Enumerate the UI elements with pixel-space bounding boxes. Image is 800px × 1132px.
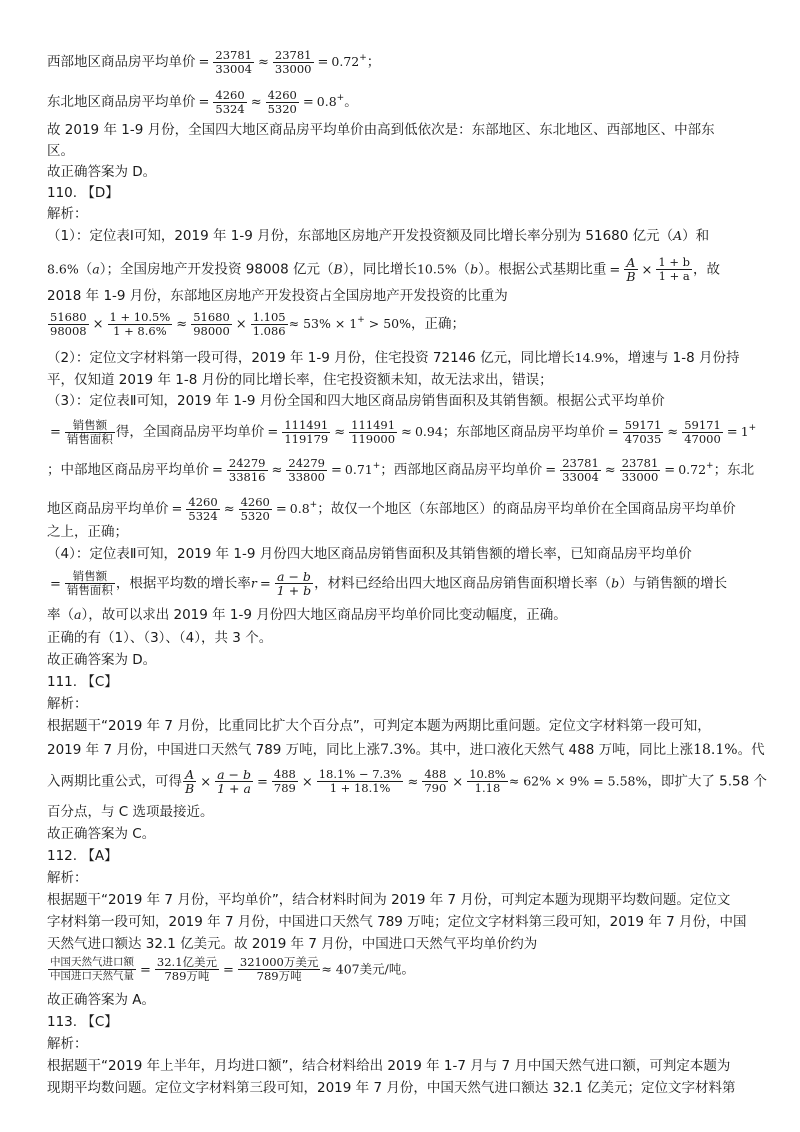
superscript: + xyxy=(336,93,345,103)
math-operator: = xyxy=(212,463,223,478)
fraction xyxy=(227,457,268,484)
superscript: + xyxy=(309,500,318,510)
math-operator: = xyxy=(609,262,621,278)
math-operator: = xyxy=(275,502,287,517)
denominator: 1 + a xyxy=(658,269,690,283)
text-run: （ xyxy=(456,261,471,278)
math-operator: = xyxy=(607,425,619,440)
denominator: 33004 xyxy=(215,61,252,76)
fraction xyxy=(238,956,320,983)
paragraph-line: 百分点，与 C 选项最接近。 xyxy=(47,804,214,820)
math-symbol: 0.8 xyxy=(289,501,310,516)
fraction xyxy=(620,457,661,484)
math-operator: ≈ xyxy=(271,463,283,478)
numerator: 59171 xyxy=(684,417,721,432)
equation-line xyxy=(47,767,768,796)
fraction xyxy=(623,419,664,446)
math-symbol: 1 xyxy=(740,424,749,439)
fraction xyxy=(213,89,246,116)
fraction xyxy=(186,496,219,523)
denominator: 1 + 18.1% xyxy=(329,781,391,795)
fraction xyxy=(183,768,196,795)
fraction xyxy=(273,49,314,76)
numerator: 18.1% − 7.3% xyxy=(318,767,402,781)
fraction xyxy=(266,89,299,116)
denominator: 47035 xyxy=(624,431,662,446)
paragraph-line xyxy=(47,348,760,368)
northeast-region-price-line xyxy=(47,88,760,116)
superscript: + xyxy=(359,53,367,63)
denominator: 789 xyxy=(273,781,296,795)
numerator: 23781 xyxy=(215,47,252,62)
denominator: 119000 xyxy=(351,431,396,446)
text-run: 。其中，进口液化天然气 488 万吨，同比上涨 xyxy=(415,742,694,758)
math-operator: = xyxy=(198,95,210,110)
math-operator: × xyxy=(452,774,464,790)
text-run: ）；全国房地产开发投资 98008 亿元（ xyxy=(99,261,334,278)
paragraph-line xyxy=(47,605,760,625)
text-run: ，正确； xyxy=(411,316,466,332)
denominator: 1.18 xyxy=(474,781,501,795)
answer-line: 故正确答案为 D。 xyxy=(47,164,157,180)
superscript: + xyxy=(748,423,757,433)
paragraph-line: 根据题干“2019 年上半年，月均进口额”，结合材料给出 2019 年 1-7 月与 7 月中国天然气进口额，可判定本题为 xyxy=(47,1058,731,1074)
text-run: 入两期比重公式，可得 xyxy=(47,773,182,790)
text-run: 地区商品房平均单价 xyxy=(47,501,169,517)
text: 西部地区商品房平均单价 xyxy=(47,54,196,70)
math-operator: = xyxy=(171,502,183,517)
paragraph-line: 区。 xyxy=(47,143,74,159)
numerator: a − b xyxy=(275,570,313,584)
fraction xyxy=(65,419,115,446)
math-symbol: 0.71 xyxy=(344,462,373,477)
fraction xyxy=(155,956,219,983)
text-run: ；西部地区商品房平均单价 xyxy=(380,462,543,478)
math-operator: × xyxy=(301,774,313,790)
numerator: 4260 xyxy=(215,87,245,102)
text-run: ），故可以求出 2019 年 1-9 月份四大地区商品房平均单价同比变动幅度，正确。 xyxy=(81,607,567,623)
math-symbol: ≈ 62% × 9% = 5.58% xyxy=(508,773,648,789)
text-run: ；故仅一个地区（东部地区）的商品房平均单价在全国商品房平均单价 xyxy=(317,501,736,517)
math-operator: ≈ xyxy=(176,317,188,332)
math-symbol: b xyxy=(611,575,620,591)
text-run: ，增速与 1-8 月份持 xyxy=(614,350,740,366)
math-symbol: ≈ 407美元/吨 xyxy=(321,961,402,977)
math-operator: = xyxy=(545,463,557,478)
paragraph-line: 根据题干“2019 年 7 月份，比重同比扩大个百分点”，可判定本题为两期比重问题。定位文字材料第一段可知， xyxy=(47,718,711,734)
denominator: B xyxy=(626,269,636,284)
math-operator: × xyxy=(92,317,104,332)
denominator: 1.086 xyxy=(252,323,286,338)
paragraph-line: 根据题干“2019 年 7 月份，平均单价”，结合材料时间为 2019 年 7 月份，可判定本题为现期平均数问题。定位文 xyxy=(47,892,731,908)
denominator: 1 + a xyxy=(217,781,251,796)
denominator: 790 xyxy=(424,781,447,795)
math-operator: = xyxy=(50,425,61,440)
equation-line xyxy=(47,570,760,597)
numerator: 1 + b xyxy=(658,255,691,269)
math-symbol: b xyxy=(470,261,479,277)
denominator: 1 + b xyxy=(276,583,312,598)
math-operator: = xyxy=(317,55,329,70)
numerator: 1.105 xyxy=(252,309,286,324)
numerator: 23781 xyxy=(562,455,599,470)
equation-line xyxy=(47,456,760,484)
text-run: ）。根据公式基期比重 xyxy=(478,261,607,278)
fraction xyxy=(682,419,723,446)
fraction xyxy=(48,311,89,338)
math-operator: ≈ xyxy=(334,425,346,440)
numerator: 51680 xyxy=(193,309,230,324)
numerator: 中国天然气进口额 xyxy=(50,956,134,968)
answer-line: 故正确答案为 A。 xyxy=(47,992,156,1008)
fraction xyxy=(48,956,136,983)
math-symbol: 10.5% xyxy=(416,261,457,277)
text-run: （2）：定位文字材料第一段可得，2019 年 1-9 月份，住宅投资 72146 亿元，同比增长 xyxy=(47,350,575,366)
denominator: 789万吨 xyxy=(164,969,210,983)
fraction xyxy=(317,768,404,795)
equation-line xyxy=(47,495,760,523)
fraction xyxy=(213,49,254,76)
fraction xyxy=(422,768,448,795)
numerator: 488 xyxy=(424,767,447,781)
denominator: 5324 xyxy=(215,101,245,116)
numerator: 4260 xyxy=(188,494,218,509)
denominator: 33800 xyxy=(288,469,325,484)
text-run: 2019 年 7 月份，中国进口天然气 789 万吨，同比上涨 xyxy=(47,742,381,758)
numerator: 4260 xyxy=(240,494,270,509)
paragraph-line: （3）：定位表Ⅱ可知，2019 年 1-9 月份全国和四大地区商品房销售面积及其销售额。根据公式平均单价 xyxy=(47,393,665,409)
math-symbol: 0.72 xyxy=(678,462,707,477)
answer-line: 故正确答案为 C。 xyxy=(47,826,156,842)
analysis-label: 解析： xyxy=(47,1036,88,1052)
text-run: ，即扩大了 5.58 个 xyxy=(647,773,768,790)
math-operator: = xyxy=(664,463,676,478)
math-operator: = xyxy=(331,463,342,478)
denominator: 中国进口天然气量 xyxy=(50,970,134,982)
superscript: + xyxy=(357,315,365,325)
math-operator: = xyxy=(259,576,271,592)
denominator: 98008 xyxy=(50,323,87,338)
text-run: ；东北 xyxy=(713,462,755,478)
numerator: 488 xyxy=(273,767,296,781)
math-operator: ≈ xyxy=(667,425,679,440)
fraction xyxy=(191,311,232,338)
answer-line: 故正确答案为 D。 xyxy=(47,652,157,668)
paragraph-line: 字材料第一段可知，2019 年 7 月份，中国进口天然气 789 万吨；定位文字材料第三段可知，2019 年 7 月份，中国 xyxy=(47,914,747,930)
text-run: ，材料已经给出四大地区商品房销售面积增长率（ xyxy=(314,575,612,592)
fraction xyxy=(272,768,298,795)
numerator: 51680 xyxy=(50,309,87,324)
analysis-label: 解析： xyxy=(47,206,88,222)
math-symbol: ≈ 53% × 1 xyxy=(288,316,358,331)
numerator: 销售额 xyxy=(65,419,115,433)
paragraph-line: 现期平均数问题。定位文字材料第三段可知，2019 年 7 月份，中国天然气进口额达 32.1 亿美元；定位文字材料第 xyxy=(47,1080,736,1096)
numerator: 111491 xyxy=(351,417,396,432)
math-operator: ≈ xyxy=(401,425,412,440)
math-symbol: 7.3% xyxy=(380,742,416,758)
question-number: 113. 【C】 xyxy=(47,1014,118,1030)
fraction xyxy=(467,768,508,795)
numerator: 24279 xyxy=(228,455,266,470)
paragraph-line: 2018 年 1-9 月份，东部地区房地产开发投资占全国房地产开发投资的比重为 xyxy=(47,288,508,304)
text-run: 得，全国商品房平均单价 xyxy=(115,424,265,440)
denominator: 119179 xyxy=(284,431,329,446)
math-operator: × xyxy=(235,317,247,332)
math-symbol: 18.1% xyxy=(693,742,738,758)
numerator: 321000万美元 xyxy=(239,955,319,969)
west-region-price-line xyxy=(47,48,760,76)
math-operator: = xyxy=(726,425,738,440)
paragraph-line xyxy=(47,740,765,760)
fraction xyxy=(286,457,327,484)
paragraph-line: 正确的有（1）、（3）、（4），共 3 个。 xyxy=(47,630,273,646)
numerator: A xyxy=(624,256,637,270)
paragraph-line xyxy=(47,256,760,283)
math-operator: ≈ xyxy=(250,95,262,110)
math-operator: ≈ xyxy=(258,55,269,70)
denominator: 5324 xyxy=(188,508,218,523)
question-number: 111. 【C】 xyxy=(47,674,118,690)
numerator: 1 + 10.5% xyxy=(109,309,171,324)
denominator: 销售面积 xyxy=(66,583,113,597)
denominator: 33000 xyxy=(621,469,659,484)
paragraph-line: 天然气进口额达 32.1 亿美元。故 2019 年 7 月份，中国进口天然气平均单价约为 xyxy=(47,936,538,952)
numerator: A xyxy=(183,768,196,782)
numerator: 销售额 xyxy=(65,570,115,584)
equation-line xyxy=(47,956,760,983)
numerator: 24279 xyxy=(288,455,325,470)
text: 东北地区商品房平均单价 xyxy=(47,94,196,110)
fraction xyxy=(215,768,253,795)
numerator: 23781 xyxy=(274,47,312,62)
text-run: ；中部地区商品房平均单价 xyxy=(47,462,209,478)
numerator: 10.8% xyxy=(469,767,506,781)
paragraph-line: 之上，正确； xyxy=(47,524,128,540)
math-symbol: 0.94 xyxy=(414,424,443,439)
equation-line xyxy=(47,310,760,338)
question-number: 110. 【D】 xyxy=(47,185,119,201)
math-symbol: 14.9% xyxy=(574,350,615,365)
fraction xyxy=(239,496,272,523)
math-operator: ≈ xyxy=(407,774,419,790)
math-operator: = xyxy=(140,962,151,978)
math-symbol: a xyxy=(74,607,82,622)
denominator: 5320 xyxy=(267,101,297,116)
fraction xyxy=(282,419,330,446)
denominator: 33816 xyxy=(228,469,266,484)
text-run: 。 xyxy=(401,961,415,978)
math-operator: = xyxy=(50,576,61,592)
numerator: a − b xyxy=(217,767,251,782)
math-symbol: 0.72 xyxy=(331,54,360,69)
math-operator: ≈ xyxy=(604,463,616,478)
math-operator: × xyxy=(641,262,653,278)
math-operator: × xyxy=(200,774,212,790)
text-run: ； xyxy=(366,54,381,70)
fraction xyxy=(624,256,637,283)
numerator: 23781 xyxy=(621,455,659,470)
text-run: ），同比增长 xyxy=(342,261,417,278)
denominator: 33004 xyxy=(562,469,599,484)
denominator: B xyxy=(185,781,195,796)
denominator: 5320 xyxy=(240,508,270,523)
paragraph-line xyxy=(47,226,760,246)
fraction xyxy=(65,570,115,597)
numerator: 32.1亿美元 xyxy=(156,955,218,969)
text-run: 率（ xyxy=(47,607,74,623)
superscript: + xyxy=(706,461,714,471)
analysis-label: 解析： xyxy=(47,696,88,712)
math-symbol: > 50% xyxy=(364,316,412,331)
paragraph-line: 故 2019 年 1-9 月份，全国四大地区商品房平均单价由高到低依次是：东部地区、东北地区、西部地区、中部东 xyxy=(47,122,715,138)
paragraph-line: （4）：定位表Ⅱ可知，2019 年 1-9 月份四大地区商品房销售面积及其销售额的增长率，已知商品房平均单价 xyxy=(47,546,692,562)
math-operator: = xyxy=(198,55,210,70)
fraction xyxy=(560,457,601,484)
fraction xyxy=(275,570,313,597)
text-run: ；东部地区商品房平均单价 xyxy=(442,424,605,440)
fraction xyxy=(656,256,692,283)
text-run: ）和 xyxy=(682,228,710,244)
paragraph-line: 平，仅知道 2019 年 1-8 月份的同比增长率，住宅投资额未知，故无法求出，错误； xyxy=(47,372,553,388)
math-symbol: a xyxy=(92,261,100,277)
denominator: 销售面积 xyxy=(66,431,113,446)
math-symbol: 0.8 xyxy=(316,94,337,109)
text-run: ，根据平均数的增长率 xyxy=(115,575,251,592)
numerator: 59171 xyxy=(624,417,662,432)
superscript: + xyxy=(372,461,381,471)
math-symbol: r xyxy=(250,575,257,591)
math-symbol: B xyxy=(333,261,343,277)
fraction xyxy=(251,311,288,338)
analysis-label: 解析： xyxy=(47,870,88,886)
denominator: 33000 xyxy=(274,61,312,76)
math-operator: = xyxy=(302,95,314,110)
text-run: （1）：定位表Ⅰ可知，2019 年 1-9 月份，东部地区房地产开发投资额及同比增长率分别为 51680 亿元（ xyxy=(47,228,674,244)
equation-line xyxy=(47,418,760,446)
question-number: 112. 【A】 xyxy=(47,848,118,864)
math-operator: = xyxy=(223,962,234,978)
denominator: 789万吨 xyxy=(256,969,302,983)
math-symbol: 8.6% xyxy=(47,261,79,277)
math-operator: = xyxy=(267,425,279,440)
fraction xyxy=(349,419,397,446)
math-operator: ≈ xyxy=(223,502,235,517)
numerator: 4260 xyxy=(267,87,297,102)
denominator: 98000 xyxy=(193,323,230,338)
denominator: 47000 xyxy=(684,431,721,446)
numerator: 111491 xyxy=(284,417,329,432)
fraction xyxy=(108,311,173,338)
math-symbol: A xyxy=(673,228,683,243)
text-run: 。代 xyxy=(737,742,765,758)
math-operator: = xyxy=(256,774,268,790)
text-run: 。 xyxy=(344,94,358,110)
denominator: 1 + 8.6% xyxy=(113,323,167,338)
text-run: ，故 xyxy=(693,261,721,278)
text-run: ）与销售额的增长 xyxy=(619,575,728,592)
text-run: （ xyxy=(78,261,93,278)
